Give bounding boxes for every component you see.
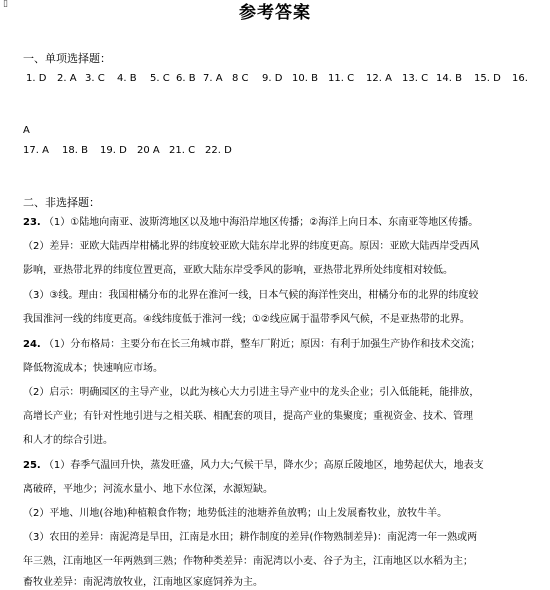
mc-answer: 12. A: [366, 73, 392, 84]
question-number-25: 25.: [23, 460, 41, 471]
mc-answer: 14. B: [436, 73, 462, 84]
mc-answer: 5. C: [150, 73, 170, 84]
mc-answer: 22. D: [205, 145, 232, 156]
q23-line-2: （2）差异：亚欧大陆西岸柑橘北界的纬度较亚欧大陆东岸北界的纬度更高。原因：亚欧大陆西岸受西风: [23, 241, 480, 252]
mc-answer-continuation: A: [23, 125, 30, 136]
mc-answer: 11. C: [328, 73, 355, 84]
q25-line-4: （3）农田的差异：南泥湾是旱田，江南是水田；耕作制度的差异(作物熟制差异)：南泥湾一年一熟或两: [23, 532, 478, 543]
corner-mark: ▯: [3, 0, 8, 9]
q23-line-4: （3）③线。理由：我国柑橘分布的北界在淮河一线，日本气候的海洋性突出，柑橘分布的北界的纬度较: [23, 290, 479, 301]
section1-heading: 一、单项选择题：: [23, 52, 111, 65]
q25-line-6: 畜牧业差异：南泥湾放牧业，江南地区家庭饲养为主。: [23, 577, 263, 588]
answer-text: （1）春季气温回升快，蒸发旺盛，风力大;气候干旱，降水少；高原丘陵地区，地势起伏大，地表支: [43, 460, 484, 471]
q25-line-5: 年三熟，江南地区一年两熟到三熟；作物种类差异：南泥湾以小麦、谷子为主，江南地区以水稻为主；: [23, 556, 473, 567]
mc-answer: 21. C: [169, 145, 196, 156]
mc-answer-row-2: [0, 144, 550, 158]
mc-answer: 13. C: [402, 73, 429, 84]
mc-answer: 7. A: [203, 73, 223, 84]
page-title: 参考答案: [239, 3, 311, 23]
mc-answer: 10. B: [292, 73, 318, 84]
mc-answer-row-1: [0, 72, 550, 86]
mc-answer: 18. B: [62, 145, 88, 156]
mc-answer: 17. A: [23, 145, 49, 156]
q24-line-3: （2）启示：明确园区的主导产业，以此为核心大力引进主导产业中的龙头企业；引入低能耗，能排放，: [23, 387, 480, 398]
mc-answer: 8 C: [232, 73, 249, 84]
q25-line-2: 离破碎，平地少；河流水量小、地下水位深，水源短缺。: [23, 484, 273, 495]
mc-answer: 6. B: [176, 73, 196, 84]
mc-answer: 16.: [512, 73, 528, 84]
q25-line-1: [23, 459, 484, 473]
mc-answer: 2. A: [57, 73, 77, 84]
question-number-23: 23.: [23, 217, 41, 228]
q23-line-1: [23, 216, 478, 230]
answer-text: （1）①陆地向南亚、波斯湾地区以及地中海沿岸地区传播；②海洋上向日本、东南亚等地区传播。: [43, 217, 479, 228]
q24-line-1: [23, 338, 480, 352]
q24-line-2: 降低物流成本；快速响应市场。: [23, 363, 163, 374]
mc-answer: 4. B: [117, 73, 137, 84]
q24-line-5: 和人才的综合引进。: [23, 435, 113, 446]
q25-line-3: （2）平地、川地(谷地)种植粮食作物；地势低洼的池塘养鱼放鸭；山上发展畜牧业，放牧牛羊。: [23, 508, 448, 519]
answer-text: （1）分布格局：主要分布在长三角城市群，整车厂附近；原因：有利于加强生产协作和技术交流；: [43, 339, 481, 350]
q23-line-5: 我国淮河一线的纬度更高。④线纬度低于淮河一线；①②线应属于温带季风气候，不是亚热带的北界。: [23, 314, 470, 325]
mc-answer: 15. D: [474, 73, 501, 84]
q23-line-3: 影响，亚热带北界的纬度位置更高，亚欧大陆东岸受季风的影响，亚热带北界所处纬度相对较低。: [23, 265, 453, 276]
q24-line-4: 高增长产业；有针对性地引进与之相关联、相配套的项目，提高产业的集聚度；重视资金、技术、管理: [23, 411, 473, 422]
mc-answer: 19. D: [100, 145, 127, 156]
mc-answer: 20 A: [137, 145, 160, 156]
mc-answer: 1. D: [26, 73, 47, 84]
mc-answer: 3. C: [85, 73, 105, 84]
section2-heading: 二、非选择题：: [23, 196, 100, 209]
mc-answer: 9. D: [262, 73, 283, 84]
question-number-24: 24.: [23, 339, 41, 350]
